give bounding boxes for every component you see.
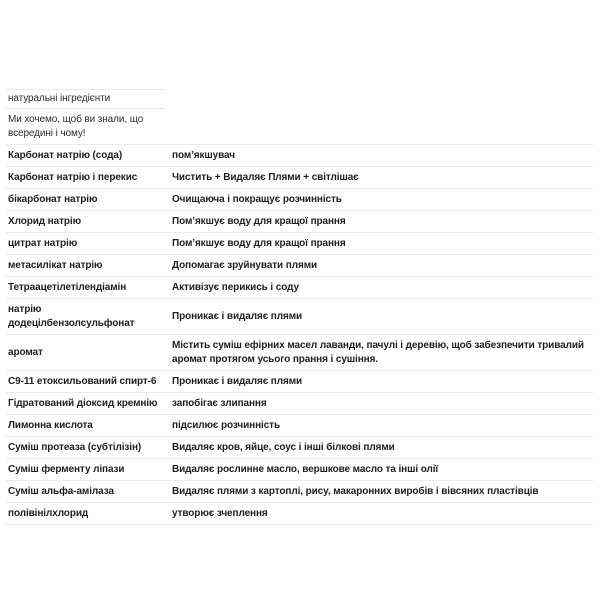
ingredient-name-cell: Карбонат натрію (сода): [8, 149, 123, 161]
ingredient-name-cell: Гідратований діоксид кремнію: [8, 397, 158, 409]
ingredient-name-cell: С9-11 етоксильований спирт-6: [8, 375, 157, 387]
ingredient-description-cell: Проникає і видаляє плями: [172, 310, 303, 322]
table-row: [6, 414, 593, 436]
ingredient-description-cell: Пом’якшує воду для кращої прання: [172, 215, 346, 227]
ingredient-name-cell: метасилікат натрію: [8, 259, 103, 271]
table-row: [6, 502, 593, 525]
table-row: [6, 210, 593, 232]
ingredient-description-cell: Містить суміш ефірних масел лаванди, пачулі і деревію, щоб забезпечити тривалий аромат протягом усього прання і сушіння.: [172, 339, 584, 365]
ingredient-description-cell: Видаляє рослинне масло, вершкове масло та інші олії: [172, 463, 439, 475]
table-row: [6, 436, 593, 458]
ingredient-name-cell: Суміш ферменту ліпази: [8, 463, 125, 475]
ingredient-name-cell: Хлорид натрію: [8, 215, 82, 227]
ingredients-page: [0, 89, 600, 600]
ingredient-description-cell: Активізує перикись і соду: [172, 281, 299, 293]
table-row: [6, 298, 593, 334]
ingredient-name-cell: бікарбонат натрію: [8, 193, 98, 205]
ingredient-description-cell: Видаляє кров, яйце, соус і інші білкові плями: [172, 441, 395, 453]
table-row: [6, 370, 593, 392]
table-row: [6, 166, 593, 188]
ingredient-description-cell: Видаляє плями з картоплі, рису, макаронних виробів і вівсяних пластівців: [172, 485, 539, 497]
ingredient-description-cell: Проникає і видаляє плями: [172, 375, 303, 387]
ingredient-description-cell: Пом’якшує воду для кращої прання: [172, 237, 346, 249]
ingredient-name-cell: полівінілхлорид: [8, 507, 89, 519]
ingredient-description-cell: підсилює розчинність: [172, 419, 281, 431]
ingredient-name-cell: Суміш протеаза (субтілізін): [8, 441, 142, 453]
table-row: [6, 232, 593, 254]
table-row: [6, 458, 593, 480]
ingredient-name-cell: Лимонна кислота: [8, 419, 93, 431]
ingredient-name-cell: цитрат натрію: [8, 237, 78, 249]
table-row: [6, 254, 593, 276]
ingredient-name-cell: Карбонат натрію і перекис: [8, 171, 138, 183]
ingredient-description-cell: утворює зчеплення: [172, 507, 268, 519]
ingredient-description-cell: пом’якшувач: [172, 149, 235, 161]
table-row: [6, 188, 593, 210]
ingredient-description-cell: Допомагає зруйнувати плями: [172, 259, 318, 271]
ingredient-name-cell: Тетраацетілетілендіамін: [8, 281, 127, 293]
ingredient-description-cell: Чистить + Видаляє Плями + світлішає: [172, 171, 359, 183]
ingredient-name-cell: Суміш альфа-амілаза: [8, 485, 114, 497]
ingredient-description-cell: запобігає злипання: [172, 397, 267, 409]
table-row: [6, 480, 593, 502]
ingredients-table: [6, 144, 593, 525]
ingredient-description-cell: Очищаюча і покращує розчинність: [172, 193, 342, 205]
table-header: [6, 89, 165, 144]
table-row: [6, 144, 593, 166]
header-title: натуральні інгредієнти: [6, 89, 165, 109]
ingredient-name-cell: натрію додецілбензолсульфонат: [8, 303, 135, 329]
table-row: [6, 392, 593, 414]
table-row: [6, 276, 593, 298]
header-subtitle: Ми хочемо, щоб ви знали, що всередині і чому!: [8, 114, 144, 139]
table-row: [6, 334, 593, 370]
ingredient-name-cell: аромат: [8, 346, 43, 358]
